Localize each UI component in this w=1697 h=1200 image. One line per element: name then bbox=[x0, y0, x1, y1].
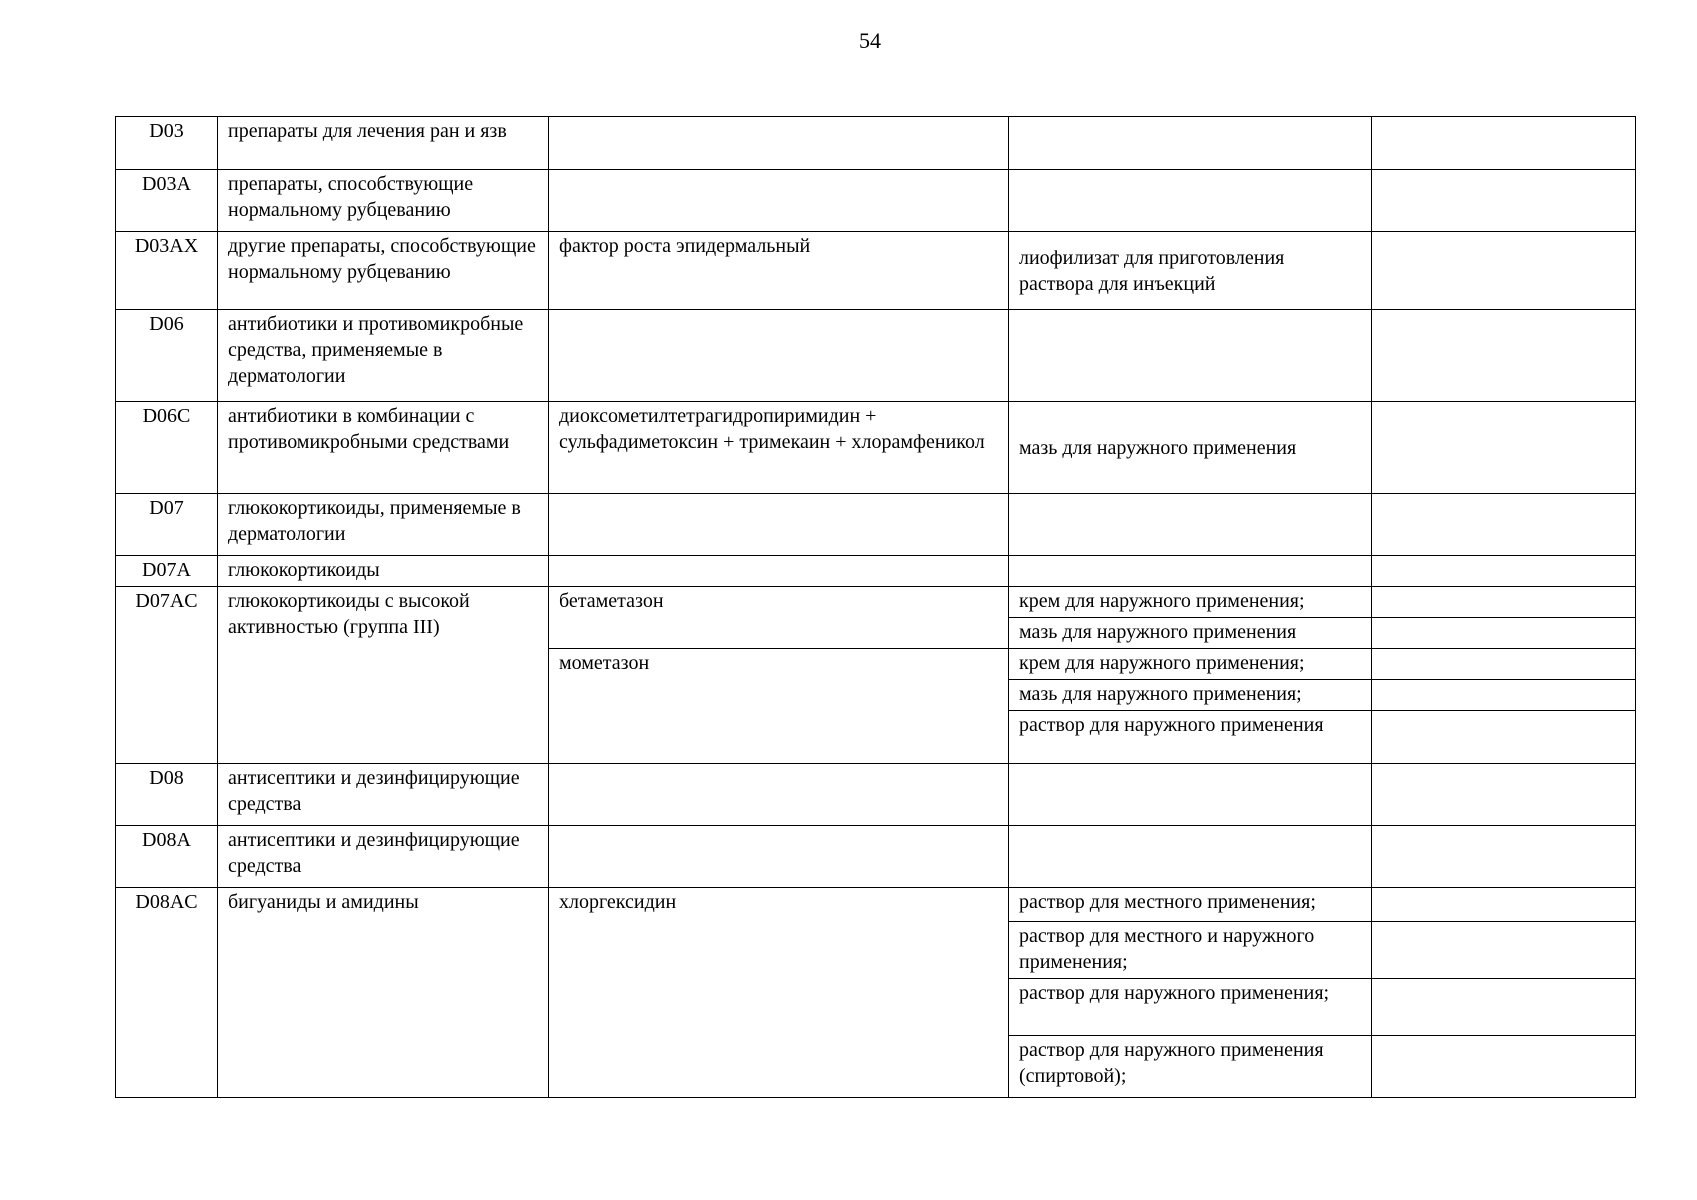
atc-code: D03AX bbox=[116, 232, 218, 310]
substance-name: фактор роста эпидермальный bbox=[549, 232, 1009, 310]
form-cell bbox=[1009, 117, 1372, 170]
extra-cell bbox=[1372, 310, 1636, 402]
group-name: другие препараты, способствующие нормальному рубцеванию bbox=[218, 232, 549, 310]
dosage-form: крем для наружного применения; bbox=[1009, 587, 1372, 618]
substance-cell bbox=[549, 170, 1009, 232]
extra-cell bbox=[1372, 888, 1636, 922]
group-name: бигуаниды и амидины bbox=[218, 888, 549, 1098]
extra-cell bbox=[1372, 117, 1636, 170]
drug-classification-table bbox=[115, 116, 1636, 1098]
substance-cell bbox=[549, 826, 1009, 888]
group-name: глюкокортикоиды, применяемые в дерматологии bbox=[218, 494, 549, 556]
atc-code: D08AC bbox=[116, 888, 218, 1098]
extra-cell bbox=[1372, 649, 1636, 680]
table-row bbox=[116, 587, 1636, 618]
extra-cell bbox=[1372, 826, 1636, 888]
atc-code: D08 bbox=[116, 764, 218, 826]
extra-cell bbox=[1372, 494, 1636, 556]
extra-cell bbox=[1372, 618, 1636, 649]
extra-cell bbox=[1372, 402, 1636, 494]
dosage-form: лиофилизат для приготовления раствора для инъекций bbox=[1009, 232, 1372, 310]
form-cell bbox=[1009, 764, 1372, 826]
table-row bbox=[116, 117, 1636, 170]
atc-code: D07 bbox=[116, 494, 218, 556]
form-cell bbox=[1009, 826, 1372, 888]
extra-cell bbox=[1372, 979, 1636, 1036]
dosage-form: раствор для наружного применения bbox=[1009, 711, 1372, 764]
extra-cell bbox=[1372, 587, 1636, 618]
atc-code: D07AC bbox=[116, 587, 218, 764]
extra-cell bbox=[1372, 170, 1636, 232]
atc-code: D07A bbox=[116, 556, 218, 587]
dosage-form: крем для наружного применения; bbox=[1009, 649, 1372, 680]
substance-name: мометазон bbox=[549, 649, 1009, 764]
form-cell bbox=[1009, 556, 1372, 587]
dosage-form: раствор для местного применения; bbox=[1009, 888, 1372, 922]
form-cell bbox=[1009, 494, 1372, 556]
extra-cell bbox=[1372, 680, 1636, 711]
form-cell bbox=[1009, 310, 1372, 402]
table-row bbox=[116, 170, 1636, 232]
extra-cell bbox=[1372, 764, 1636, 826]
group-name: антисептики и дезинфицирующие средства bbox=[218, 826, 549, 888]
atc-code: D06C bbox=[116, 402, 218, 494]
extra-cell bbox=[1372, 232, 1636, 310]
dosage-form: мазь для наружного применения; bbox=[1009, 680, 1372, 711]
extra-cell bbox=[1372, 1036, 1636, 1098]
form-cell bbox=[1009, 170, 1372, 232]
substance-cell bbox=[549, 764, 1009, 826]
table-row bbox=[116, 888, 1636, 922]
atc-code: D03 bbox=[116, 117, 218, 170]
substance-name: хлоргексидин bbox=[549, 888, 1009, 1098]
group-name: глюкокортикоиды bbox=[218, 556, 549, 587]
dosage-form: раствор для наружного применения; bbox=[1009, 979, 1372, 1036]
group-name: антибиотики и противомикробные средства, применяемые в дерматологии bbox=[218, 310, 549, 402]
table-row bbox=[116, 494, 1636, 556]
table-row bbox=[116, 310, 1636, 402]
group-name: глюкокортикоиды с высокой активностью (группа III) bbox=[218, 587, 549, 764]
extra-cell bbox=[1372, 556, 1636, 587]
dosage-form: раствор для наружного применения (спиртовой); bbox=[1009, 1036, 1372, 1098]
group-name: препараты для лечения ран и язв bbox=[218, 117, 549, 170]
table-row bbox=[116, 556, 1636, 587]
table-row bbox=[116, 826, 1636, 888]
substance-name: бетаметазон bbox=[549, 587, 1009, 649]
substance-cell bbox=[549, 310, 1009, 402]
table-row bbox=[116, 402, 1636, 494]
atc-code: D06 bbox=[116, 310, 218, 402]
group-name: антибиотики в комбинации с противомикробными средствами bbox=[218, 402, 549, 494]
substance-cell bbox=[549, 494, 1009, 556]
table-row bbox=[116, 764, 1636, 826]
substance-cell bbox=[549, 556, 1009, 587]
dosage-form: мазь для наружного применения bbox=[1009, 402, 1372, 494]
atc-code: D03A bbox=[116, 170, 218, 232]
dosage-form: раствор для местного и наружного применения; bbox=[1009, 922, 1372, 979]
group-name: препараты, способствующие нормальному рубцеванию bbox=[218, 170, 549, 232]
extra-cell bbox=[1372, 922, 1636, 979]
dosage-form: мазь для наружного применения bbox=[1009, 618, 1372, 649]
table-row bbox=[116, 232, 1636, 310]
page-number: 54 bbox=[859, 28, 881, 53]
substance-cell bbox=[549, 117, 1009, 170]
atc-code: D08A bbox=[116, 826, 218, 888]
extra-cell bbox=[1372, 711, 1636, 764]
group-name: антисептики и дезинфицирующие средства bbox=[218, 764, 549, 826]
substance-name: диоксометилтетрагидропиримидин + сульфадиметоксин + тримекаин + хлорамфеникол bbox=[549, 402, 1009, 494]
